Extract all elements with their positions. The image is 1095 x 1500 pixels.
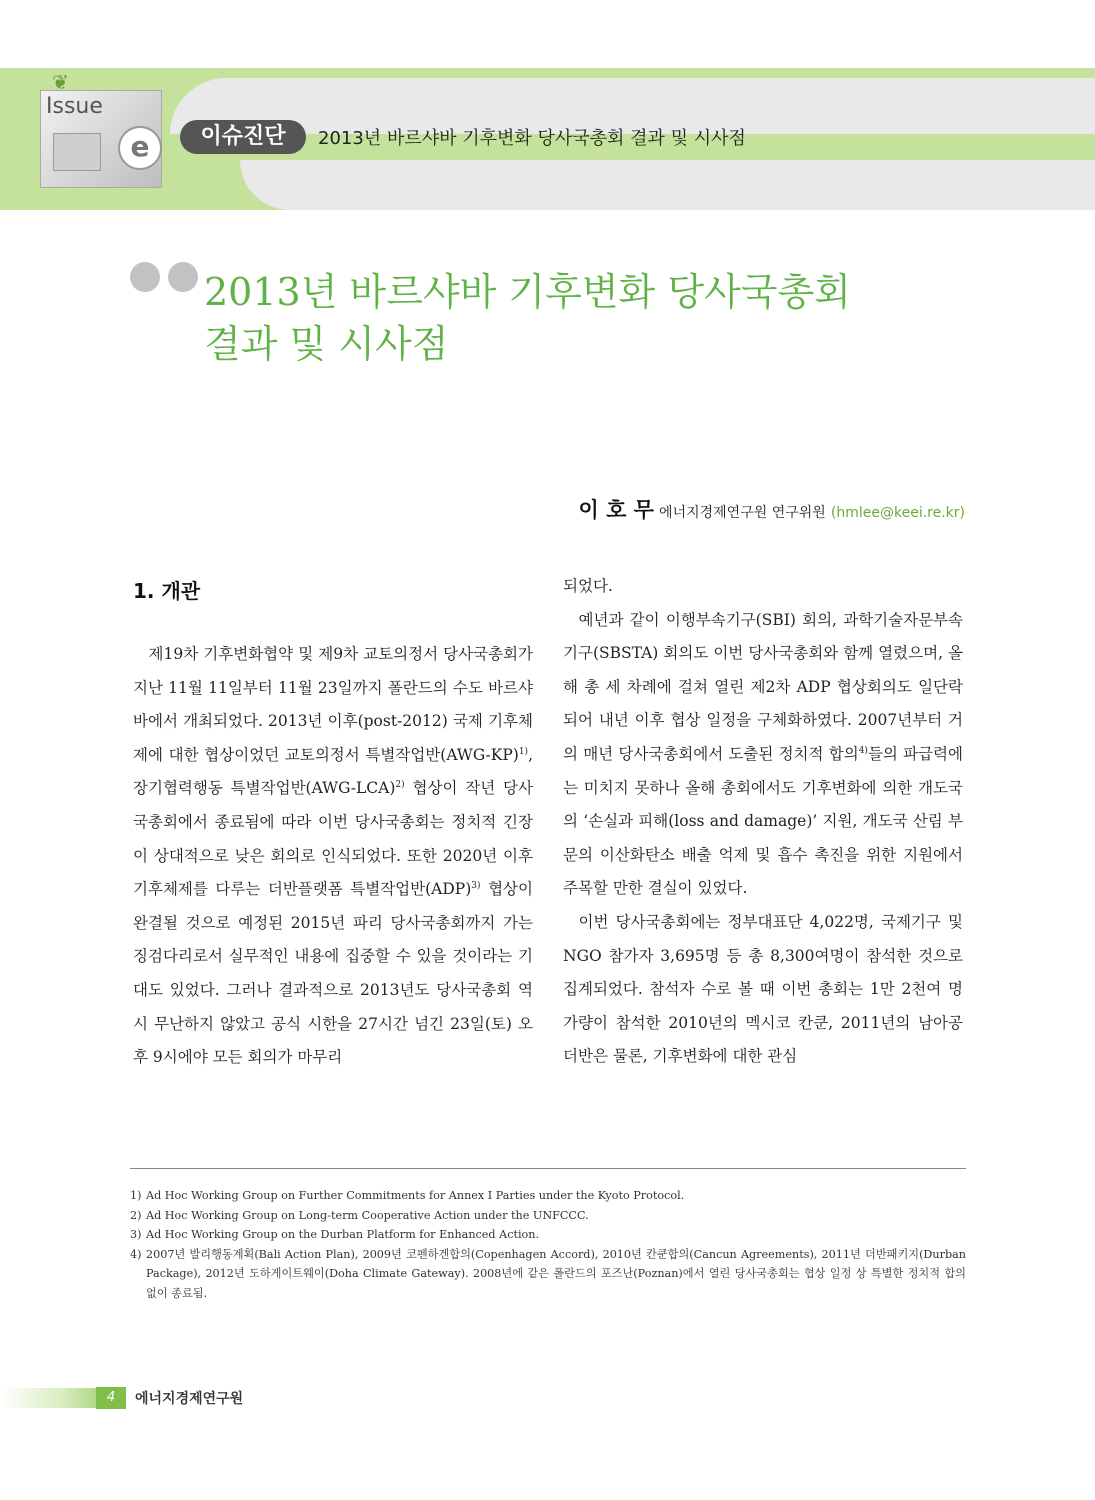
footnote-ref: 2) (395, 780, 405, 791)
footnote: 4) 2007년 발리행동계획(Bali Action Plan), 2009년 코펜하겐합의(Copenhagen Accord), 2010년 칸쿤합의(Cancun Agreements), 2011년 더반패키지(Durban Package), 2012년 도하게이트웨이(Doha Climate Gateway). 2008년에 같은 폴란드의 포즈난(Poznan)에서 열린 당사국총회는 협상 일정 상 특별한 정치적 합의 없이 종료됨. (130, 1247, 966, 1300)
paragraph-continuation: 되었다. (563, 577, 613, 595)
footnotes (130, 1186, 966, 1303)
section-badge: 이슈진단 (180, 120, 306, 154)
title-line-2: 결과 및 시사점 (204, 322, 449, 366)
author-byline (420, 494, 965, 524)
footnote-ref: 1) (518, 746, 529, 757)
footnote-ref: 4) (858, 745, 868, 756)
lightbulb-icon: e (118, 126, 162, 170)
paragraph: 제19차 기후변화협약 및 제9차 교토의정서 당사국총회가 지난 11월 11일부터 11월 23일까지 폴란드의 수도 바르샤바에서 개최되었다. 2013년 이후(post-2012) 국제 기후체제에 대한 협상이었던 교토의정서 특별작업반$(AWG-KP)^{1)}$, 장기협력행동 특별작업반$(AWG-LCA)^{2)}$ 협상이 작년 당사국총회에서 종료됨에 따라 이번 당사국총회는 정치적 긴장이 상대적으로 낮은 회의로 인식되었다. 또한 2020년 이후 기후체제를 다루는 더반플랫폼 특별작업반(ADP)$^{3)}$ 협상이 완결될 것으로 예정된 2015년 파리 당사국총회까지 가는 징검다리로서 실무적인 내용에 집중할 수 있을 것이라는 기대도 있었다. 그러나 결과적으로 2013년도 당사국총회 역시 무난하지 않았고 공식 시한을 27시간 넘긴 23일(토) 오후 9시에야 모든 회의가 마무리 (133, 645, 534, 1067)
paragraph: 이번 당사국총회에는 정부대표단 4,022명, 국제기구 및 NGO 참가자 3,695명 등 총 8,300여명이 참석한 것으로 집계되었다. 참석자 수로 볼 때 이번 총회는 1만 2천여 명 가량이 참석한 2010년의 멕시코 칸쿤, 2011년의 남아공 더반은 물론, 기후변화에 대한 관심 (563, 912, 963, 1066)
publisher-name: 에너지경제연구원 (135, 1391, 244, 1407)
running-title: 2013년 바르샤바 기후변화 당사국총회 결과 및 시사점 (318, 128, 746, 149)
article-title (204, 266, 924, 370)
footnote-ref: 3) (471, 881, 481, 891)
leaf-icon: ❦ (52, 70, 69, 94)
title-bullet-dot (168, 262, 198, 292)
footnote: 2) Ad Hoc Working Group on Long-term Cooperative Action under the UNFCCC. (130, 1208, 589, 1222)
logo-text: Issue (46, 94, 103, 119)
author-affiliation: 에너지경제연구원 연구위원 (659, 505, 826, 521)
logo-frame (53, 133, 101, 171)
footnote-divider (130, 1168, 966, 1169)
title-line-1: 2013년 바르샤바 기후변화 당사국총회 (204, 270, 851, 314)
author-name: 이 호 무 (578, 498, 654, 522)
author-email: (hmlee@keei.re.kr) (830, 505, 965, 521)
body-column-left (133, 638, 533, 1075)
banner-gray-shape-bottom (240, 160, 1095, 210)
footnote: 1) Ad Hoc Working Group on Further Commitments for Annex I Parties under the Kyoto Protocol. (130, 1189, 685, 1202)
paragraph: 예년과 같이 이행부속기구(SBI) 회의, 과학기술자문부속기구(SBSTA) 회의도 이번 당사국총회와 함께 열렸으며, 올해 총 세 차례에 걸쳐 열린 제2차 ADP 협상회의도 일단락되어 내년 이후 협상 일정을 구체화하였다. 2007년부터 거의 매년 당사국총회에서 도출된 정치적 합의$^{4)}$들의 파급력에는 미치지 못하나 올해 총회에서도 기후변화에 의한 개도국의 ‘손실과 피해(loss and damage)’ 지원, 개도국 산림 부문의 이산화탄소 배출 억제 및 흡수 촉진을 위한 지원에서 주목할 만한 결실이 있었다. (563, 610, 964, 898)
body-column-right (563, 570, 963, 1074)
page-number: 4 (96, 1387, 126, 1409)
section-heading: 1. 개관 (133, 579, 201, 603)
title-bullet-dot (130, 262, 160, 292)
footnote: 3) Ad Hoc Working Group on the Durban Platform for Enhanced Action. (130, 1228, 540, 1241)
